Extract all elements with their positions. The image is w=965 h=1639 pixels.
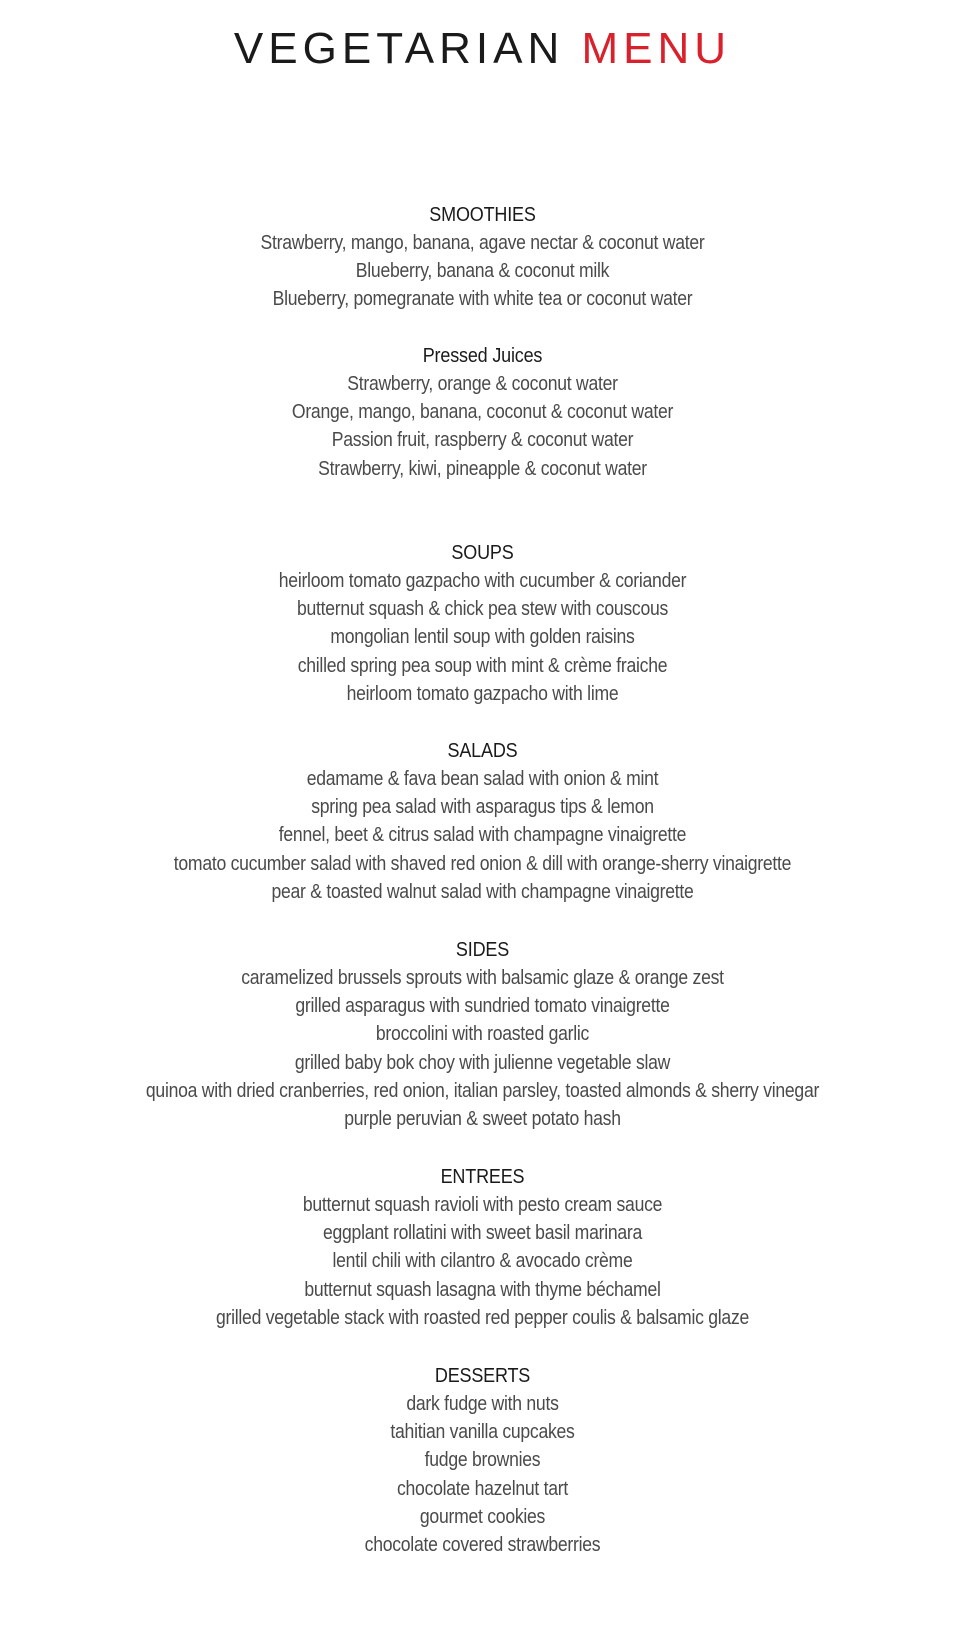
section-entrees (0, 1163, 965, 1332)
menu-item: Passion fruit, raspberry & coconut water (331, 429, 634, 452)
section-heading: DESSERTS (434, 1365, 531, 1387)
section-salads (0, 737, 965, 906)
section-heading: SOUPS (451, 542, 514, 564)
menu-item: heirloom tomato gazpacho with lime (346, 682, 619, 705)
section-item-list (0, 370, 965, 483)
section-soups (0, 539, 965, 708)
menu-item: mongolian lentil soup with golden raisins (330, 626, 635, 649)
menu-item: chocolate hazelnut tart (396, 1477, 569, 1500)
menu-item: purple peruvian & sweet potato hash (344, 1108, 621, 1131)
menu-item: broccolini with roasted garlic (375, 1023, 590, 1046)
menu-item: pear & toasted walnut salad with champagne vinaigrette (271, 880, 694, 903)
menu-item: gourmet cookies (419, 1505, 546, 1528)
menu-title-accent: MENU (581, 24, 732, 74)
section-heading: ENTREES (440, 1166, 525, 1188)
menu-item: butternut squash lasagna with thyme béchamel (304, 1278, 661, 1301)
menu-item: Strawberry, orange & coconut water (347, 373, 618, 395)
menu-item: butternut squash ravioli with pesto cream sauce (302, 1194, 663, 1216)
menu-item: fennel, beet & citrus salad with champagne vinaigrette (278, 824, 687, 847)
section-item-list (0, 1390, 965, 1559)
menu-item: lentil chili with cilantro & avocado crème (332, 1250, 633, 1273)
menu-item: chilled spring pea soup with mint & crème fraiche (297, 654, 668, 677)
section-item-list (0, 567, 965, 708)
menu-item: Strawberry, kiwi, pineapple & coconut water (318, 457, 647, 480)
section-item-list (0, 1191, 965, 1332)
menu-item: heirloom tomato gazpacho with cucumber & coriander (278, 570, 687, 592)
menu-item: Orange, mango, banana, coconut & coconut water (291, 401, 674, 424)
menu-item: spring pea salad with asparagus tips & lemon (311, 796, 654, 819)
menu-item: Blueberry, pomegranate with white tea or coconut water (272, 288, 693, 311)
section-item-list (0, 964, 965, 1133)
menu-item: caramelized brussels sprouts with balsamic glaze & orange zest (241, 967, 724, 989)
menu-item: Strawberry, mango, banana, agave nectar & coconut water (260, 232, 705, 254)
menu-item: chocolate covered strawberries (364, 1534, 601, 1557)
section-heading: Pressed Juices (422, 345, 543, 367)
menu-item: Blueberry, banana & coconut milk (355, 260, 610, 283)
section-heading: SIDES (455, 939, 510, 961)
menu-title-primary: VEGETARIAN (233, 24, 565, 74)
section-item-list (0, 765, 965, 906)
menu-item: grilled vegetable stack with roasted red pepper coulis & balsamic glaze (215, 1306, 750, 1329)
menu-item: edamame & fava bean salad with onion & mint (306, 768, 659, 790)
section-smoothies (0, 201, 965, 314)
section-heading: SALADS (447, 740, 518, 762)
section-heading: SMOOTHIES (429, 204, 536, 226)
menu-item: quinoa with dried cranberries, red onion, italian parsley, toasted almonds & sherry vinegar (145, 1079, 820, 1102)
menu-item: butternut squash & chick pea stew with couscous (296, 598, 669, 621)
section-item-list (0, 229, 965, 314)
menu-item: tomato cucumber salad with shaved red onion & dill with orange-sherry vinaigrette (173, 852, 792, 875)
menu-item: grilled baby bok choy with julienne vegetable slaw (294, 1051, 671, 1074)
menu-item: eggplant rollatini with sweet basil marinara (322, 1222, 643, 1245)
menu-item: tahitian vanilla cupcakes (390, 1421, 575, 1444)
menu-item: grilled asparagus with sundried tomato vinaigrette (295, 995, 670, 1018)
menu-title (0, 23, 965, 75)
section-sides (0, 936, 965, 1133)
menu-item: fudge brownies (424, 1449, 541, 1472)
menu-item: dark fudge with nuts (406, 1393, 559, 1415)
section-pressed-juices (0, 342, 965, 483)
section-desserts (0, 1362, 965, 1559)
